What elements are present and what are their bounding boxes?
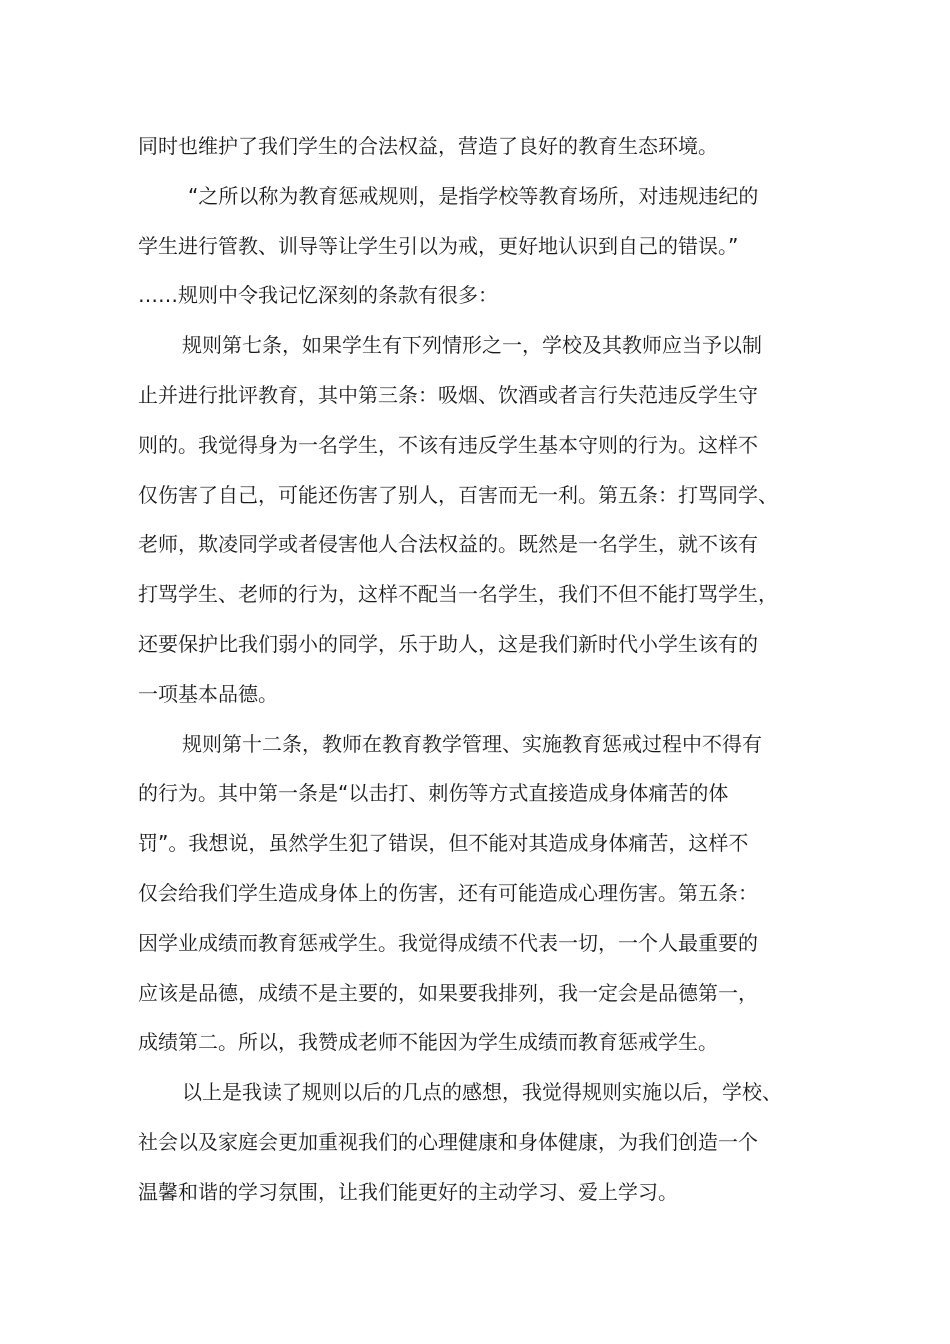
text-line: 则的。我觉得身为一名学生，不该有违反学生基本守则的行为。这样不 [138, 432, 758, 457]
text-line: 一项基本品德。 [138, 681, 278, 706]
text-line: 规则第七条，如果学生有下列情形之一，学校及其教师应当予以制 [182, 333, 762, 358]
text-line: 学生进行管教、训导等让学生引以为戒，更好地认识到自己的错误。” [138, 233, 739, 258]
text-line: 仅会给我们学生造成身体上的伤害，还有可能造成心理伤害。第五条： [138, 880, 758, 905]
text-line: 的行为。其中第一条是“以击打、刺伤等方式直接造成身体痛苦的体 [138, 781, 729, 806]
text-line: ……规则中令我记忆深刻的条款有很多： [138, 283, 498, 308]
text-line: 同时也维护了我们学生的合法权益，营造了良好的教育生态环境。 [138, 134, 718, 158]
text-line: 规则第十二条，教师在教育教学管理、实施教育惩戒过程中不得有 [182, 731, 762, 756]
text-line: 还要保护比我们弱小的同学，乐于助人，这是我们新时代小学生该有的 [138, 631, 758, 656]
text-line: 因学业成绩而教育惩戒学生。我觉得成绩不代表一切，一个人最重要的 [138, 930, 758, 955]
text-line: 以上是我读了规则以后的几点的感想，我觉得规则实施以后，学校、 [182, 1080, 782, 1105]
essay-body [138, 122, 828, 1218]
text-line: 止并进行批评教育，其中第三条：吸烟、饮酒或者言行失范违反学生守 [138, 382, 758, 407]
text-line: 打骂学生、老师的行为，这样不配当一名学生，我们不但不能打骂学生， [138, 582, 778, 607]
text-line: 仅伤害了自己，可能还伤害了别人，百害而无一利。第五条：打骂同学、 [138, 482, 778, 507]
text-line: 应该是品德，成绩不是主要的，如果要我排列，我一定会是品德第一， [138, 980, 758, 1005]
text-line: 成绩第二。所以，我赞成老师不能因为学生成绩而教育惩戒学生。 [138, 1030, 718, 1055]
text-line: “之所以称为教育惩戒规则，是指学校等教育场所，对违规违纪的 [188, 183, 759, 208]
text-line: 老师，欺凌同学或者侵害他人合法权益的。既然是一名学生，就不该有 [138, 532, 758, 557]
text-line: 社会以及家庭会更加重视我们的心理健康和身体健康，为我们创造一个 [138, 1129, 758, 1154]
text-line: 罚”。我想说，虽然学生犯了错误，但不能对其造成身体痛苦，这样不 [138, 831, 749, 856]
text-line: 温馨和谐的学习氛围，让我们能更好的主动学习、爱上学习。 [138, 1179, 678, 1204]
